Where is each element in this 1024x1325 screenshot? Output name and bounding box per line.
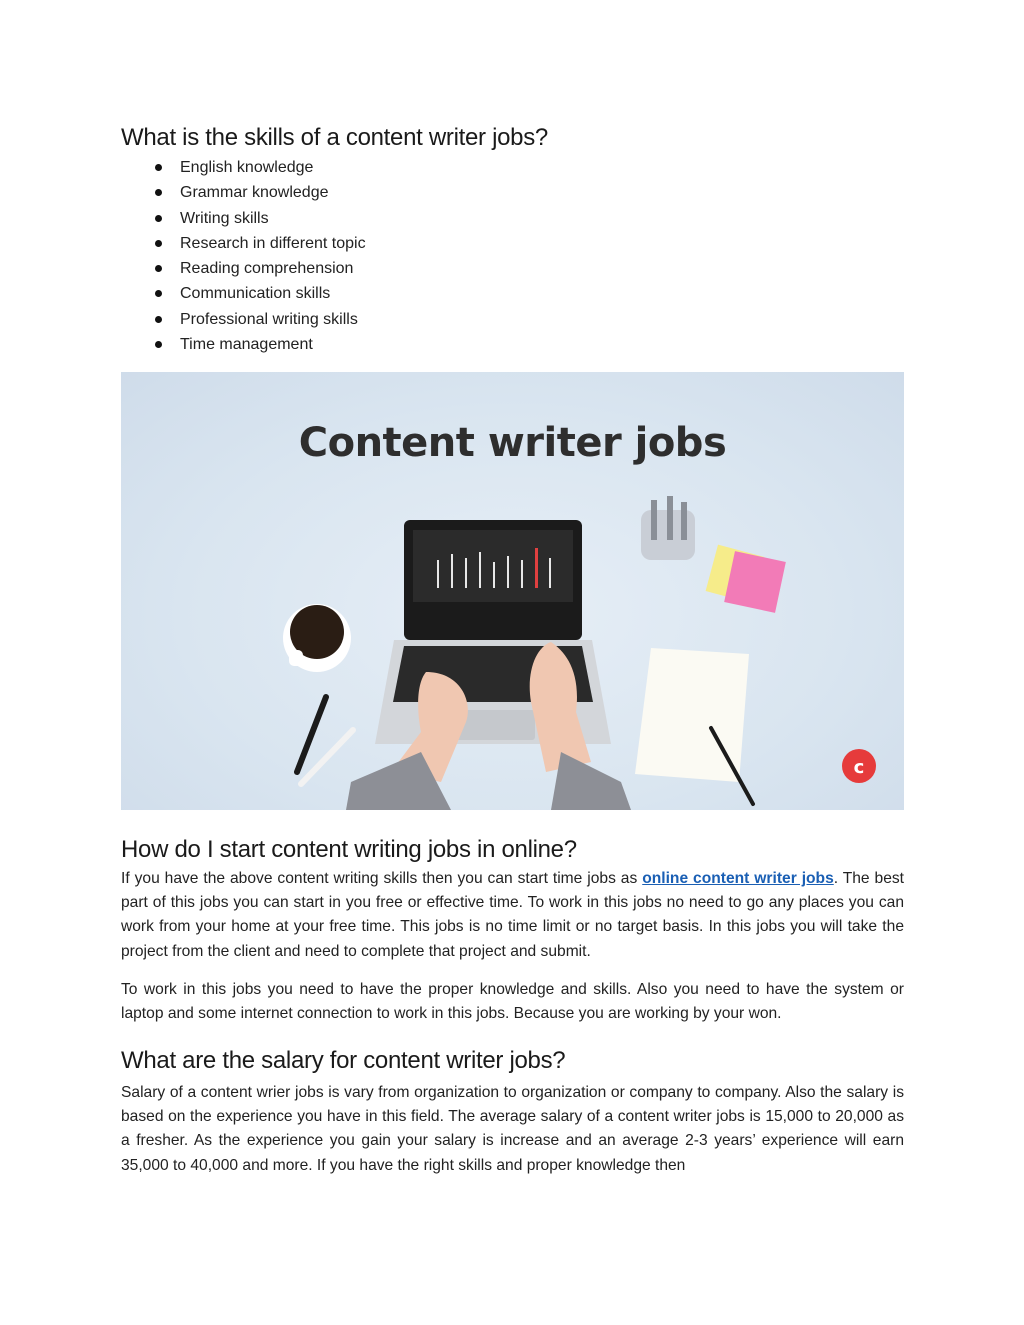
list-item: Writing skills [121, 206, 366, 231]
heading-start: How do I start content writing jobs in online? [121, 836, 577, 863]
list-item: Communication skills [121, 281, 366, 306]
skills-list [121, 155, 366, 357]
coffee-cup-icon [283, 604, 351, 672]
paragraph-start-2: To work in this jobs you need to have the proper knowledge and skills. Also you need to have the system or laptop and some internet connection to work in this jobs. Because you are working by your won. [121, 981, 904, 1023]
online-content-writer-jobs-link[interactable]: online content writer jobs [642, 870, 834, 887]
bullet-icon [155, 240, 162, 247]
bullet-icon [155, 265, 162, 272]
list-item: Grammar knowledge [121, 180, 366, 205]
bullet-icon [155, 341, 162, 348]
hero-image [121, 372, 904, 810]
paragraph-salary-1: Salary of a content wrier jobs is vary from organization to organization or company to company. Also the salary is based on the experience you have in this field. The average salary of a content writer jobs is 15,000 to 20,000 as a fresher. As the experience you gain your salary is increase and an average 2-3 years’ experience will earn 35,000 to 40,000 and more. If you have the right skills and proper knowledge then [121, 1084, 904, 1174]
bullet-icon [155, 290, 162, 297]
bullet-icon [155, 164, 162, 171]
list-item: Reading comprehension [121, 256, 366, 281]
hero-title: Content writer jobs [298, 420, 727, 466]
sticky-note-pink-icon [724, 551, 786, 613]
heading-skills: What is the skills of a content writer jobs? [121, 124, 548, 151]
paragraph-start-1: If you have the above content writing skills then you can start time jobs as online content writer jobs. The best part of this jobs you can start in you free or effective time. To work in this jobs no need to go any places you can work from your home at your free time. This jobs is no time limit or no target basis. In this jobs you will take the project from the client and need to complete that project and submit. [121, 870, 905, 960]
bullet-icon [155, 316, 162, 323]
logo-badge-letter: c [853, 757, 865, 778]
bullet-icon [155, 215, 162, 222]
list-item: Professional writing skills [121, 307, 366, 332]
pen-holder-icon [641, 496, 695, 560]
bullet-icon [155, 189, 162, 196]
list-item: English knowledge [121, 155, 366, 180]
list-item: Time management [121, 332, 366, 357]
heading-salary: What are the salary for content writer jobs? [121, 1047, 566, 1074]
list-item: Research in different topic [121, 231, 366, 256]
desk-illustration [121, 372, 904, 810]
